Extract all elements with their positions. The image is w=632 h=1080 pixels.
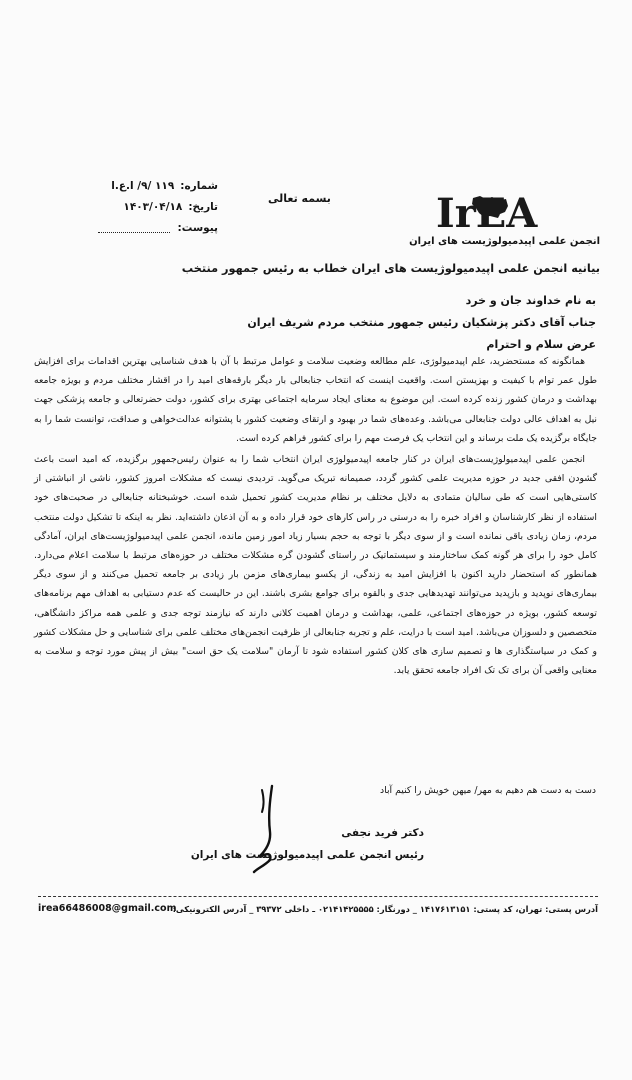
footer-divider (38, 896, 598, 897)
signer-position: رئیس انجمن علمی اپیدمیولوژیست های ایران (190, 849, 424, 861)
body-paragraph-1: همانگونه که مستحضرید، علم اپیدمیولوژی، علم مطالعه وضعیت سلامت و عوامل مرتبط با آن با هدف شناسایی بهترین اقدامات برای افزایش طول عمر توام با کیفیت و بهزیستن است. واقعیت اینست که انتخاب جنابعالی بار دیگر بارقه‌های امید را در اقشار مختلف مردم و بویژه جامعه بهداشت و درمان کشور زنده کرده است. این موضوع به معنای ایجاد سرمایه اجتماعی بهتری برای کشور، دولت حضرتعالی و جامعه پزشکی جهت نیل به اهداف عالی دولت جنابعالی می‌باشد. وعده‌های شما در بهبود و ارتقای وضعیت کشور با پشتوانه عدالت‌خواهی و صداقت، توانست شما را به جایگاه برگزیده یک ملت برساند و این انتخاب یک فرصت مهم را برای کشور فراهم کرده است. (34, 356, 597, 444)
date-value: ۱۴۰۳/۰۴/۱۸ (123, 200, 183, 213)
attachment-row (98, 219, 218, 236)
attachment-label: پیوست: (177, 221, 218, 234)
signer-block (191, 822, 424, 866)
salutation-line-3: عرض سلام و احترام (486, 338, 596, 351)
signer-name: دکتر فرید نجفی (341, 827, 424, 839)
footer-address: آدرس پستی: تهران، کد پستی: ۱۴۱۷۶۱۳۱۵۱ _ دورنگار: ۰۲۱۴۱۴۲۵۵۵۵ ـ داخلی ۳۹۳۷۲ _ آدرس الکترونیکی: (172, 904, 598, 914)
date-label: تاریخ: (188, 200, 218, 213)
date-row (98, 198, 218, 215)
logo-text: IrEA (436, 190, 538, 237)
salutation (96, 290, 596, 356)
closing-line: دست به دست هم دهیم به مهر/ میهن خویش را کنیم آباد (380, 785, 596, 796)
body-paragraph-2: انجمن علمی اپیدمیولوژیست‌های ایران در کنار جامعه اپیدمیولوژی ایران انتخاب شما را به عنوان رئیس‌جمهور برگزیده، که امید است باعث گشودن افقی جدید در حوزه مدیریت علمی کشور گردد، صمیمانه تبریک می‌گوید. تردیدی نیست که مشکلات امروز کشور، ناشی از انباشتی از کاستی‌هایی است که طی سالیان متمادی به دلایل مختلف بر نظام مدیریت کشور تحمیل شده است. خوشبختانه جنابعالی در صحبت‌های خود استفاده از نظر کارشناسان و افراد خبره را به درستی در راس کارهای خود قرار داده و به آن اذعان داشته‌اید. نظر به اینکه تا تشکیل دولت منتخب مردم، زمان زیادی باقی نمانده است و از سوی دیگر با توجه به حجم بسیار زیاد امور زمین مانده، انجمن علمی اپیدمیولوژیست‌های ایران، آمادگی کامل خود را برای هر گونه کمک ساختارمند و سیستماتیک در راستای گشودن گره مشکلات مختلف در حوزه‌های مرتبط با سلامت اعلام می‌دارد. همانطور که استحضار دارید اکنون با افزایش امید به زندگی، از یکسو بیماری‌های مزمن بار زیادی بر جامعه تحمیل می‌کنند و از سوی دیگر بیماری‌های نوپدید و بازپدید می‌توانند تهدیدهایی جدی و بالقوه برای جوامع بشری باشند. این در حالیست که عدم دستیابی به اهداف مهم برنامه‌های توسعه کشور، بویژه در حوزه‌های اجتماعی، علمی، بهداشت و درمان اهمیت کلانی دارند که نیازمند توجه جدی و علمی همه مراکز دانشگاهی، متخصصین و دلسوزان می‌باشد. امید است با درایت، علم و تجربه جنابعالی از ظرفیت انجمن‌های مختلف علمی برای شناسایی و حل مشکلات کشور و کمک در سیاستگذاری ها و تصمیم سازی های کلان کشور استفاده شود تا آرمان "سلامت یک حق است" بیش از پیش مورد توجه و سلامت به معنایی واقعی آن برای تک تک افراد جامعه تحقق یابد. (34, 454, 597, 677)
invocation-heading: بسمه تعالی (268, 192, 331, 205)
number-label: شماره: (180, 179, 218, 192)
letter-footer (38, 903, 598, 923)
logo-subtitle: انجمن علمی اپیدمیولوژیست های ایران (409, 236, 600, 247)
number-value: ۱۱۹ /۹/ ا.ع.ا (111, 179, 175, 192)
salutation-line-1: به نام خداوند جان و خرد (465, 294, 596, 307)
statement-title: بیانیه انجمن علمی اپیدمیولوژیست های ایران خطاب به رئیس جمهور منتخب (181, 262, 600, 275)
letter-meta (98, 177, 218, 240)
salutation-line-2: جناب آقای دکتر پزشکیان رئیس جمهور منتخب مردم شریف ایران (247, 316, 596, 329)
attachment-blank (98, 222, 170, 233)
letter-body (34, 352, 597, 682)
footer-email: irea66486008@gmail.com (38, 903, 177, 914)
irea-logo (400, 192, 600, 254)
number-row (98, 177, 218, 194)
